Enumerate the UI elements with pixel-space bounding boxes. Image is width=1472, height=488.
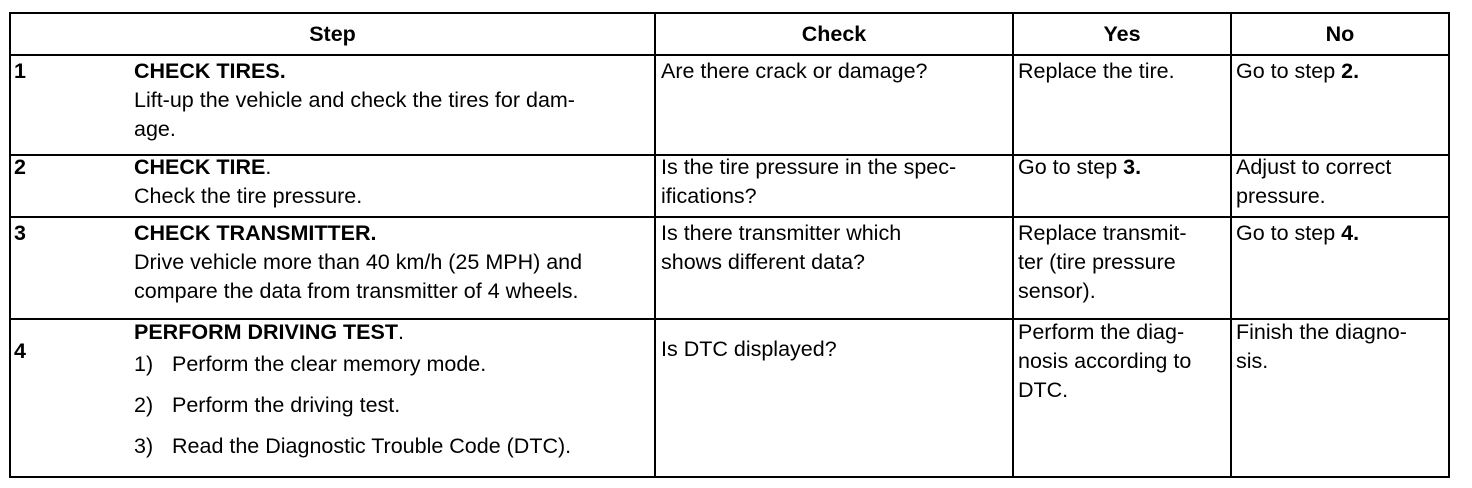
- check-text: Is the tire pressure in the spec-: [661, 155, 957, 179]
- check-cell: [661, 57, 1011, 86]
- step-title: PERFORM DRIVING TEST: [134, 320, 398, 344]
- column-divider: [654, 12, 656, 478]
- step-title: CHECK TIRE: [134, 155, 266, 179]
- procedure-item: [134, 432, 649, 461]
- check-text: Is there transmitter which: [661, 221, 902, 245]
- procedure-text: Perform the driving test.: [172, 393, 401, 417]
- step-title: CHECK TRANSMITTER.: [134, 221, 377, 245]
- header-divider: [9, 54, 1450, 56]
- header-yes: Yes: [1103, 21, 1141, 46]
- no-cell: [1236, 219, 1446, 248]
- check-text: ifications?: [661, 184, 757, 208]
- step-cell: [134, 219, 654, 306]
- step-description: Check the tire pressure.: [134, 184, 363, 208]
- step-cell: [134, 153, 649, 211]
- check-cell: [661, 335, 1011, 364]
- step-reference: 4.: [1341, 221, 1360, 245]
- procedure-text: Perform the clear memory mode.: [172, 352, 487, 376]
- check-cell: [661, 219, 1011, 277]
- step-cell: [134, 318, 649, 461]
- check-text: Is DTC displayed?: [661, 337, 837, 361]
- yes-text: nosis according to: [1018, 349, 1192, 373]
- step-number: 1: [14, 59, 26, 83]
- no-cell: [1236, 153, 1446, 211]
- yes-text: DTC.: [1018, 378, 1069, 402]
- no-text: sis.: [1236, 349, 1269, 373]
- no-text: Go to step: [1236, 59, 1342, 83]
- column-divider: [1230, 12, 1232, 478]
- table-border-left: [9, 12, 11, 478]
- step-number: 4: [14, 339, 26, 363]
- no-text: Finish the diagno-: [1236, 320, 1407, 344]
- yes-cell: [1018, 219, 1228, 306]
- step-reference: 2.: [1341, 59, 1360, 83]
- step-number: 2: [14, 155, 26, 179]
- no-cell: [1236, 57, 1446, 86]
- step-reference: 3.: [1123, 155, 1142, 179]
- procedure-text: Read the Diagnostic Trouble Code (DTC).: [172, 434, 572, 458]
- title-punctuation: .: [397, 320, 404, 344]
- procedure-number: 1): [134, 352, 154, 376]
- header-step: Step: [309, 21, 356, 46]
- check-text: shows different data?: [661, 250, 865, 274]
- yes-text: sensor).: [1018, 279, 1096, 303]
- yes-text: Replace the tire.: [1018, 59, 1175, 83]
- step-description: compare the data from transmitter of 4 wheels.: [134, 279, 579, 303]
- yes-text: Go to step: [1018, 155, 1124, 179]
- step-number: 3: [14, 221, 26, 245]
- title-punctuation: .: [265, 155, 272, 179]
- yes-cell: [1018, 153, 1228, 182]
- check-text: Are there crack or damage?: [661, 59, 928, 83]
- yes-cell: [1018, 318, 1228, 405]
- procedure-number: 3): [134, 434, 154, 458]
- step-title: CHECK TIRES.: [134, 59, 286, 83]
- step-description: Lift-up the vehicle and check the tires for dam-: [134, 88, 575, 112]
- row-divider: [9, 216, 1450, 218]
- no-text: pressure.: [1236, 184, 1326, 208]
- check-cell: [661, 153, 1011, 211]
- no-text: Adjust to correct: [1236, 155, 1392, 179]
- step-description: Drive vehicle more than 40 km/h (25 MPH) and: [134, 250, 583, 274]
- yes-text: Perform the diag-: [1018, 320, 1185, 344]
- procedure-item: [134, 391, 649, 420]
- no-cell: [1236, 318, 1446, 376]
- table-border-right: [1448, 12, 1450, 478]
- yes-cell: [1018, 57, 1228, 86]
- step-description: age.: [134, 117, 176, 141]
- step-cell: [134, 57, 649, 144]
- header-no: No: [1325, 21, 1355, 46]
- yes-text: ter (tire pressure: [1018, 250, 1176, 274]
- no-text: Go to step: [1236, 221, 1342, 245]
- procedure-item: [134, 350, 649, 379]
- header-check: Check: [801, 21, 867, 46]
- table-border-bottom: [9, 476, 1450, 478]
- procedure-number: 2): [134, 393, 154, 417]
- column-divider: [1012, 12, 1014, 478]
- diagnostic-table: [9, 12, 1450, 478]
- yes-text: Replace transmit-: [1018, 221, 1187, 245]
